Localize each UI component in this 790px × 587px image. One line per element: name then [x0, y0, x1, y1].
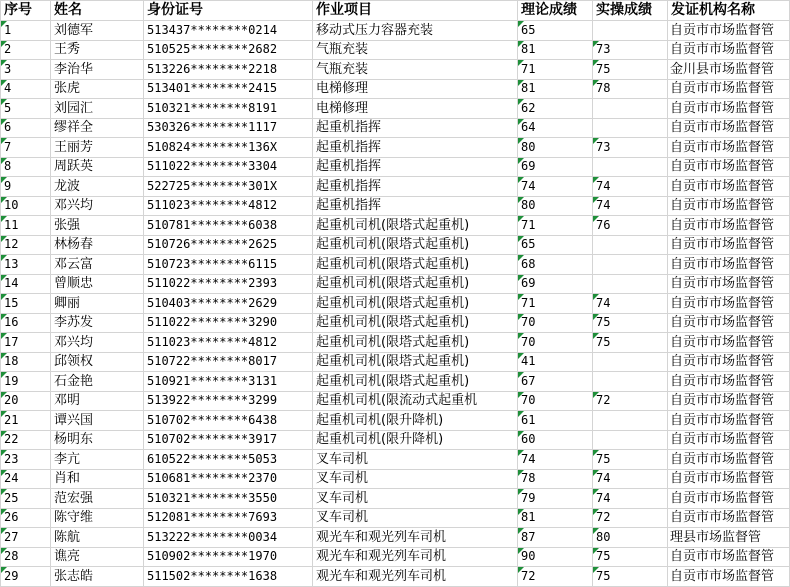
- cell-theory-score[interactable]: 87: [518, 528, 593, 548]
- cell-id-number[interactable]: 512081********7693: [144, 508, 313, 528]
- cell-issuing-org[interactable]: 自贡市市场监督管: [668, 469, 790, 489]
- cell-seq[interactable]: 6: [1, 118, 51, 138]
- cell-name[interactable]: 石金艳: [51, 372, 144, 392]
- cell-id-number[interactable]: 511023********4812: [144, 196, 313, 216]
- cell-id-number[interactable]: 510681********2370: [144, 469, 313, 489]
- cell-name[interactable]: 周跃英: [51, 157, 144, 177]
- cell-issuing-org[interactable]: 自贡市市场监督管: [668, 430, 790, 450]
- cell-project[interactable]: 叉车司机: [313, 469, 518, 489]
- cell-theory-score[interactable]: 69: [518, 274, 593, 294]
- cell-issuing-org[interactable]: 自贡市市场监督管: [668, 216, 790, 236]
- cell-issuing-org[interactable]: 自贡市市场监督管: [668, 177, 790, 197]
- cell-id-number[interactable]: 510921********3131: [144, 372, 313, 392]
- cell-id-number[interactable]: 513922********3299: [144, 391, 313, 411]
- cell-issuing-org[interactable]: 自贡市市场监督管: [668, 333, 790, 353]
- cell-issuing-org[interactable]: 自贡市市场监督管: [668, 21, 790, 41]
- cell-project[interactable]: 起重机司机(限塔式起重机): [313, 333, 518, 353]
- cell-practical-score[interactable]: [593, 411, 668, 431]
- cell-practical-score[interactable]: 75: [593, 313, 668, 333]
- table-row: [1, 333, 790, 353]
- cell-project[interactable]: 起重机司机(限塔式起重机): [313, 352, 518, 372]
- cell-theory-score[interactable]: 62: [518, 99, 593, 119]
- cell-theory-score[interactable]: 81: [518, 79, 593, 99]
- cell-name[interactable]: 李苏发: [51, 313, 144, 333]
- cell-name[interactable]: 邓明: [51, 391, 144, 411]
- cell-issuing-org[interactable]: 自贡市市场监督管: [668, 508, 790, 528]
- cell-id-number[interactable]: 510722********8017: [144, 352, 313, 372]
- table-row: [1, 99, 790, 119]
- cell-theory-score[interactable]: 69: [518, 157, 593, 177]
- cell-issuing-org[interactable]: 自贡市市场监督管: [668, 352, 790, 372]
- cell-seq[interactable]: 3: [1, 60, 51, 80]
- cell-id-number[interactable]: 511023********4812: [144, 333, 313, 353]
- cell-project[interactable]: 观光车和观光列车司机: [313, 547, 518, 567]
- cell-practical-score[interactable]: 73: [593, 40, 668, 60]
- table-row: [1, 118, 790, 138]
- table-row: [1, 528, 790, 548]
- header-id-number[interactable]: 身份证号: [144, 1, 313, 21]
- table-row: [1, 489, 790, 509]
- cell-practical-score[interactable]: 75: [593, 333, 668, 353]
- cell-name[interactable]: 林杨春: [51, 235, 144, 255]
- table-row: [1, 60, 790, 80]
- cell-name[interactable]: 卿丽: [51, 294, 144, 314]
- cell-name[interactable]: 邱领权: [51, 352, 144, 372]
- cell-id-number[interactable]: 530326********1117: [144, 118, 313, 138]
- header-row: [1, 1, 790, 21]
- cell-theory-score[interactable]: 74: [518, 450, 593, 470]
- cell-practical-score[interactable]: [593, 118, 668, 138]
- cell-project[interactable]: 起重机指挥: [313, 196, 518, 216]
- cell-theory-score[interactable]: 71: [518, 60, 593, 80]
- cell-project[interactable]: 起重机司机(限塔式起重机): [313, 313, 518, 333]
- table-row: [1, 450, 790, 470]
- cell-theory-score[interactable]: 79: [518, 489, 593, 509]
- cell-issuing-org[interactable]: 金川县市场监督管: [668, 60, 790, 80]
- table-row: [1, 391, 790, 411]
- cell-project[interactable]: 起重机指挥: [313, 157, 518, 177]
- cell-name[interactable]: 陈航: [51, 528, 144, 548]
- table-row: [1, 567, 790, 587]
- cell-issuing-org[interactable]: 自贡市市场监督管: [668, 255, 790, 275]
- cell-name[interactable]: 谭兴国: [51, 411, 144, 431]
- table-row: [1, 274, 790, 294]
- cell-theory-score[interactable]: 65: [518, 235, 593, 255]
- table-row: [1, 411, 790, 431]
- cell-practical-score[interactable]: [593, 235, 668, 255]
- cell-theory-score[interactable]: 72: [518, 567, 593, 587]
- cell-practical-score[interactable]: [593, 352, 668, 372]
- cell-theory-score[interactable]: 41: [518, 352, 593, 372]
- cell-theory-score[interactable]: 70: [518, 313, 593, 333]
- cell-practical-score[interactable]: 74: [593, 489, 668, 509]
- cell-id-number[interactable]: 510702********6438: [144, 411, 313, 431]
- cell-project[interactable]: 起重机司机(限塔式起重机): [313, 274, 518, 294]
- table-row: [1, 547, 790, 567]
- header-theory-score[interactable]: 理论成绩: [518, 1, 593, 21]
- cell-practical-score[interactable]: [593, 21, 668, 41]
- cell-project[interactable]: 叉车司机: [313, 450, 518, 470]
- table-row: [1, 352, 790, 372]
- cell-name[interactable]: 邓兴均: [51, 333, 144, 353]
- table-row: [1, 469, 790, 489]
- cell-practical-score[interactable]: 76: [593, 216, 668, 236]
- cell-practical-score[interactable]: [593, 430, 668, 450]
- cell-practical-score[interactable]: 72: [593, 391, 668, 411]
- cell-issuing-org[interactable]: 理县市场监督管: [668, 528, 790, 548]
- cell-seq[interactable]: 9: [1, 177, 51, 197]
- cell-issuing-org[interactable]: 自贡市市场监督管: [668, 450, 790, 470]
- cell-theory-score[interactable]: 71: [518, 216, 593, 236]
- cell-id-number[interactable]: 510321********3550: [144, 489, 313, 509]
- cell-project[interactable]: 气瓶充装: [313, 40, 518, 60]
- cell-project[interactable]: 起重机司机(限塔式起重机): [313, 216, 518, 236]
- cell-seq[interactable]: 26: [1, 508, 51, 528]
- cell-theory-score[interactable]: 74: [518, 177, 593, 197]
- table-row: [1, 196, 790, 216]
- header-practical-score[interactable]: 实操成绩: [593, 1, 668, 21]
- cell-id-number[interactable]: 510824********136X: [144, 138, 313, 158]
- cell-name[interactable]: 谯亮: [51, 547, 144, 567]
- cell-practical-score[interactable]: [593, 274, 668, 294]
- cell-seq[interactable]: 24: [1, 469, 51, 489]
- cell-id-number[interactable]: 513222********0034: [144, 528, 313, 548]
- cell-project[interactable]: 起重机指挥: [313, 118, 518, 138]
- table-row: [1, 40, 790, 60]
- cell-issuing-org[interactable]: 自贡市市场监督管: [668, 118, 790, 138]
- cell-theory-score[interactable]: 70: [518, 333, 593, 353]
- table-row: [1, 294, 790, 314]
- cell-seq[interactable]: 1: [1, 21, 51, 41]
- header-issuing-org[interactable]: 发证机构名称: [668, 1, 790, 21]
- cell-project[interactable]: 起重机司机(限流动式起重机: [313, 391, 518, 411]
- cell-issuing-org[interactable]: 自贡市市场监督管: [668, 138, 790, 158]
- cell-seq[interactable]: 15: [1, 294, 51, 314]
- cell-name[interactable]: 刘园汇: [51, 99, 144, 119]
- cell-issuing-org[interactable]: 自贡市市场监督管: [668, 313, 790, 333]
- cell-theory-score[interactable]: 65: [518, 21, 593, 41]
- cell-seq[interactable]: 4: [1, 79, 51, 99]
- cell-practical-score[interactable]: 80: [593, 528, 668, 548]
- cell-issuing-org[interactable]: 自贡市市场监督管: [668, 157, 790, 177]
- cell-project[interactable]: 起重机指挥: [313, 177, 518, 197]
- cell-practical-score[interactable]: 78: [593, 79, 668, 99]
- cell-seq[interactable]: 8: [1, 157, 51, 177]
- cell-seq[interactable]: 21: [1, 411, 51, 431]
- table-row: [1, 21, 790, 41]
- cell-id-number[interactable]: 510902********1970: [144, 547, 313, 567]
- cell-issuing-org[interactable]: 自贡市市场监督管: [668, 489, 790, 509]
- cell-id-number[interactable]: 510403********2629: [144, 294, 313, 314]
- cell-id-number[interactable]: 513401********2415: [144, 79, 313, 99]
- cell-theory-score[interactable]: 80: [518, 138, 593, 158]
- cell-practical-score[interactable]: 75: [593, 450, 668, 470]
- cell-practical-score[interactable]: 74: [593, 469, 668, 489]
- cell-name[interactable]: 陈守维: [51, 508, 144, 528]
- cell-seq[interactable]: 18: [1, 352, 51, 372]
- cell-id-number[interactable]: 510723********6115: [144, 255, 313, 275]
- cell-issuing-org[interactable]: 自贡市市场监督管: [668, 411, 790, 431]
- cell-name[interactable]: 邓兴均: [51, 196, 144, 216]
- cell-name[interactable]: 张志皓: [51, 567, 144, 587]
- cell-practical-score[interactable]: 73: [593, 138, 668, 158]
- cell-name[interactable]: 王丽芳: [51, 138, 144, 158]
- cell-name[interactable]: 张强: [51, 216, 144, 236]
- cell-issuing-org[interactable]: 自贡市市场监督管: [668, 547, 790, 567]
- cell-seq[interactable]: 19: [1, 372, 51, 392]
- cell-name[interactable]: 缪祥全: [51, 118, 144, 138]
- table-row: [1, 79, 790, 99]
- cell-id-number[interactable]: 511502********1638: [144, 567, 313, 587]
- cell-practical-score[interactable]: 72: [593, 508, 668, 528]
- cell-issuing-org[interactable]: 自贡市市场监督管: [668, 79, 790, 99]
- cell-seq[interactable]: 13: [1, 255, 51, 275]
- cell-theory-score[interactable]: 78: [518, 469, 593, 489]
- table-row: [1, 235, 790, 255]
- cell-project[interactable]: 起重机司机(限塔式起重机): [313, 235, 518, 255]
- cell-name[interactable]: 李亢: [51, 450, 144, 470]
- cell-project[interactable]: 起重机司机(限塔式起重机): [313, 372, 518, 392]
- cell-id-number[interactable]: 522725********301X: [144, 177, 313, 197]
- cell-seq[interactable]: 20: [1, 391, 51, 411]
- header-name[interactable]: 姓名: [51, 1, 144, 21]
- cell-project[interactable]: 电梯修理: [313, 99, 518, 119]
- cell-issuing-org[interactable]: 自贡市市场监督管: [668, 99, 790, 119]
- table-row: [1, 430, 790, 450]
- table-row: [1, 313, 790, 333]
- cell-seq[interactable]: 7: [1, 138, 51, 158]
- cell-seq[interactable]: 2: [1, 40, 51, 60]
- cell-seq[interactable]: 5: [1, 99, 51, 119]
- cell-practical-score[interactable]: [593, 255, 668, 275]
- cell-project[interactable]: 起重机司机(限升降机): [313, 430, 518, 450]
- cell-name[interactable]: 龙波: [51, 177, 144, 197]
- cell-seq[interactable]: 27: [1, 528, 51, 548]
- cell-name[interactable]: 刘德军: [51, 21, 144, 41]
- cell-seq[interactable]: 28: [1, 547, 51, 567]
- cell-seq[interactable]: 16: [1, 313, 51, 333]
- cell-project[interactable]: 电梯修理: [313, 79, 518, 99]
- cell-name[interactable]: 曾顺忠: [51, 274, 144, 294]
- cell-name[interactable]: 王秀: [51, 40, 144, 60]
- cell-seq[interactable]: 10: [1, 196, 51, 216]
- cell-issuing-org[interactable]: 自贡市市场监督管: [668, 391, 790, 411]
- cell-issuing-org[interactable]: 自贡市市场监督管: [668, 40, 790, 60]
- cell-project[interactable]: 叉车司机: [313, 489, 518, 509]
- cell-theory-score[interactable]: 70: [518, 391, 593, 411]
- cell-practical-score[interactable]: 74: [593, 177, 668, 197]
- cell-name[interactable]: 范宏强: [51, 489, 144, 509]
- cell-id-number[interactable]: 511022********3290: [144, 313, 313, 333]
- cell-project[interactable]: 观光车和观光列车司机: [313, 567, 518, 587]
- cell-id-number[interactable]: 510525********2682: [144, 40, 313, 60]
- table-row: [1, 372, 790, 392]
- cell-practical-score[interactable]: 75: [593, 547, 668, 567]
- cell-id-number[interactable]: 513226********2218: [144, 60, 313, 80]
- table-row: [1, 177, 790, 197]
- cell-theory-score[interactable]: 81: [518, 40, 593, 60]
- table-row: [1, 508, 790, 528]
- cell-theory-score[interactable]: 67: [518, 372, 593, 392]
- cell-seq[interactable]: 14: [1, 274, 51, 294]
- cell-issuing-org[interactable]: 自贡市市场监督管: [668, 196, 790, 216]
- cell-theory-score[interactable]: 71: [518, 294, 593, 314]
- cell-theory-score[interactable]: 80: [518, 196, 593, 216]
- cell-theory-score[interactable]: 68: [518, 255, 593, 275]
- cell-id-number[interactable]: 510781********6038: [144, 216, 313, 236]
- cell-project[interactable]: 起重机司机(限塔式起重机): [313, 255, 518, 275]
- cell-id-number[interactable]: 511022********3304: [144, 157, 313, 177]
- cell-id-number[interactable]: 610522********5053: [144, 450, 313, 470]
- cell-theory-score[interactable]: 64: [518, 118, 593, 138]
- cell-name[interactable]: 李治华: [51, 60, 144, 80]
- cell-issuing-org[interactable]: 自贡市市场监督管: [668, 372, 790, 392]
- table-row: [1, 157, 790, 177]
- cell-project[interactable]: 起重机指挥: [313, 138, 518, 158]
- cell-theory-score[interactable]: 81: [518, 508, 593, 528]
- cell-project[interactable]: 叉车司机: [313, 508, 518, 528]
- cell-project[interactable]: 气瓶充装: [313, 60, 518, 80]
- cell-id-number[interactable]: 510702********3917: [144, 430, 313, 450]
- cell-project[interactable]: 起重机司机(限升降机): [313, 411, 518, 431]
- table-row: [1, 216, 790, 236]
- cell-issuing-org[interactable]: 自贡市市场监督管: [668, 294, 790, 314]
- header-seq[interactable]: 序号: [1, 1, 51, 21]
- cell-practical-score[interactable]: [593, 157, 668, 177]
- cell-seq[interactable]: 23: [1, 450, 51, 470]
- cell-practical-score[interactable]: 74: [593, 294, 668, 314]
- cell-theory-score[interactable]: 90: [518, 547, 593, 567]
- cell-issuing-org[interactable]: 自贡市市场监督管: [668, 235, 790, 255]
- table-row: [1, 255, 790, 275]
- cell-name[interactable]: 杨明东: [51, 430, 144, 450]
- cell-issuing-org[interactable]: 自贡市市场监督管: [668, 567, 790, 587]
- cell-seq[interactable]: 12: [1, 235, 51, 255]
- cell-theory-score[interactable]: 61: [518, 411, 593, 431]
- cell-theory-score[interactable]: 60: [518, 430, 593, 450]
- cell-id-number[interactable]: 510726********2625: [144, 235, 313, 255]
- cell-practical-score[interactable]: [593, 372, 668, 392]
- cell-practical-score[interactable]: 74: [593, 196, 668, 216]
- cell-seq[interactable]: 29: [1, 567, 51, 587]
- cell-practical-score[interactable]: 75: [593, 60, 668, 80]
- table-row: [1, 138, 790, 158]
- cell-project[interactable]: 起重机司机(限塔式起重机): [313, 294, 518, 314]
- cell-name[interactable]: 肖和: [51, 469, 144, 489]
- cell-project[interactable]: 观光车和观光列车司机: [313, 528, 518, 548]
- cell-seq[interactable]: 17: [1, 333, 51, 353]
- cell-id-number[interactable]: 513437********0214: [144, 21, 313, 41]
- cell-practical-score[interactable]: [593, 99, 668, 119]
- cell-name[interactable]: 邓云富: [51, 255, 144, 275]
- cell-id-number[interactable]: 511022********2393: [144, 274, 313, 294]
- cell-id-number[interactable]: 510321********8191: [144, 99, 313, 119]
- cell-seq[interactable]: 11: [1, 216, 51, 236]
- header-project[interactable]: 作业项目: [313, 1, 518, 21]
- cell-seq[interactable]: 22: [1, 430, 51, 450]
- cell-seq[interactable]: 25: [1, 489, 51, 509]
- cell-issuing-org[interactable]: 自贡市市场监督管: [668, 274, 790, 294]
- cell-name[interactable]: 张虎: [51, 79, 144, 99]
- cell-practical-score[interactable]: 75: [593, 567, 668, 587]
- cell-project[interactable]: 移动式压力容器充装: [313, 21, 518, 41]
